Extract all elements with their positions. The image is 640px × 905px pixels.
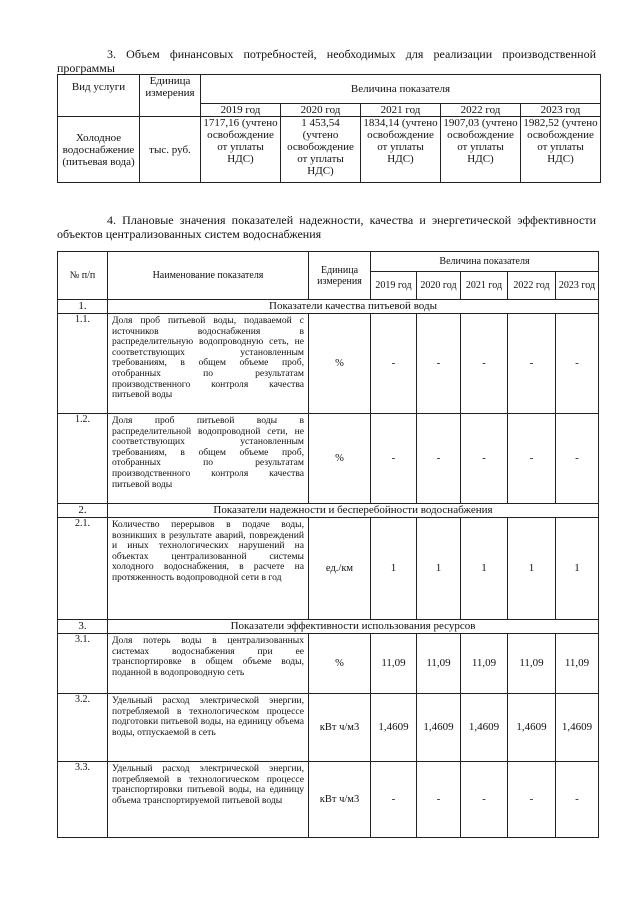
- group-num: 2.: [58, 504, 108, 518]
- row-num: 3.1.: [58, 634, 108, 694]
- table-row: [58, 762, 599, 838]
- row-value: 1: [417, 518, 461, 620]
- row-value: 11,09: [556, 634, 599, 694]
- col-value-header: Величина показателя: [371, 252, 599, 272]
- row-value: 11,09: [371, 634, 417, 694]
- row-unit: кВт ч/м3: [309, 762, 371, 838]
- row-value: -: [508, 762, 556, 838]
- value-cell: 1 453,54 (учтено освобождение от уплаты НДС): [281, 117, 361, 183]
- row-num: 1.1.: [58, 314, 108, 414]
- table-row: [58, 314, 599, 414]
- year-header: 2022 год: [508, 272, 556, 300]
- value-cell: 1834,14 (учтено освобождение от уплаты НДС): [361, 117, 441, 183]
- row-value: -: [371, 414, 417, 504]
- group-title: Показатели эффективности использования ресурсов: [108, 620, 599, 634]
- row-name: Доля проб питьевой воды, подаваемой с источников водоснабжения в распределительную водопроводную сеть, не соответствующих установленным требованиям, в общем объеме проб, отобранных по результатам производственного контроля качества питьевой воды: [108, 314, 309, 414]
- col-unit-header: Единица измерения: [140, 75, 201, 117]
- row-value: -: [508, 414, 556, 504]
- row-value: 11,09: [461, 634, 508, 694]
- section4-heading: 4. Плановые значения показателей надежности, качества и энергетической эффективности объектов централизованных систем водоснабжения: [57, 213, 596, 241]
- row-num: 3.2.: [58, 694, 108, 762]
- row-value: -: [556, 414, 599, 504]
- row-num: 2.1.: [58, 518, 108, 620]
- group-num: 1.: [58, 300, 108, 314]
- row-value: 1,4609: [508, 694, 556, 762]
- row-value: -: [417, 314, 461, 414]
- row-value: -: [417, 414, 461, 504]
- row-value: -: [556, 314, 599, 414]
- row-unit: %: [309, 314, 371, 414]
- col-service-header: Вид услуги: [58, 75, 140, 117]
- year-header: 2022 год: [441, 104, 521, 117]
- row-num: 1.2.: [58, 414, 108, 504]
- year-header: 2019 год: [371, 272, 417, 300]
- row-unit: %: [309, 414, 371, 504]
- row-value: -: [508, 314, 556, 414]
- table-row: [58, 694, 599, 762]
- col-value-header: Величина показателя: [201, 75, 601, 104]
- year-header: 2020 год: [417, 272, 461, 300]
- row-value: 1,4609: [461, 694, 508, 762]
- col-unit-header: Единица измерения: [309, 252, 371, 300]
- row-value: 1,4609: [417, 694, 461, 762]
- table-row: [58, 518, 599, 620]
- table-row: [58, 634, 599, 694]
- row-value: 1: [371, 518, 417, 620]
- group-title: Показатели надежности и бесперебойности водоснабжения: [108, 504, 599, 518]
- row-value: 1: [461, 518, 508, 620]
- table-row: [58, 414, 599, 504]
- row-value: -: [461, 414, 508, 504]
- indicators-table: [57, 251, 599, 838]
- row-name: Удельный расход электрической энергии, потребляемой в технологическом процессе подготовки питьевой воды, на единицу объема воды, отпускаемой в сеть: [108, 694, 309, 762]
- row-value: 1,4609: [556, 694, 599, 762]
- row-value: -: [461, 762, 508, 838]
- col-name-header: Наименование показателя: [108, 252, 309, 300]
- row-name: Доля проб питьевой воды в распределительной водопроводной сети, не соответствующих установленным требованиям, в общем объеме проб, отобранных по результатам производственного контроля качества питьевой воды: [108, 414, 309, 504]
- row-name: Удельный расход электрической энергии, потребляемой в технологическом процессе транспортировки питьевой воды, на единицу объема транспортируемой питьевой воды: [108, 762, 309, 838]
- row-value: 11,09: [417, 634, 461, 694]
- row-value: -: [461, 314, 508, 414]
- row-name: Количество перерывов в подаче воды, возникших в результате аварий, повреждений и иных технологических нарушений на объектах централизованной системы холодного водоснабжения, в расчете на протяженность водопроводной сети в год: [108, 518, 309, 620]
- row-value: 1: [508, 518, 556, 620]
- col-num-header: № п/п: [58, 252, 108, 300]
- row-unit: %: [309, 634, 371, 694]
- row-unit: кВт ч/м3: [309, 694, 371, 762]
- year-header: 2023 год: [556, 272, 599, 300]
- row-value: -: [556, 762, 599, 838]
- row-value: -: [371, 314, 417, 414]
- section3-heading: 3. Объем финансовых потребностей, необходимых для реализации производственной программы: [57, 47, 596, 75]
- unit-cell: тыс. руб.: [140, 117, 201, 183]
- row-value: -: [371, 762, 417, 838]
- row-value: 1,4609: [371, 694, 417, 762]
- row-value: 1: [556, 518, 599, 620]
- year-header: 2021 год: [461, 272, 508, 300]
- value-cell: 1717,16 (учтено освобождение от уплаты НДС): [201, 117, 281, 183]
- year-header: 2023 год: [521, 104, 601, 117]
- row-name: Доля потерь воды в централизованных системах водоснабжения при ее транспортировке в общем объеме воды, поданной в водопроводную сеть: [108, 634, 309, 694]
- row-value: -: [417, 762, 461, 838]
- year-header: 2020 год: [281, 104, 361, 117]
- value-cell: 1907,03 (учтено освобождение от уплаты НДС): [441, 117, 521, 183]
- value-cell: 1982,52 (учтено освобождение от уплаты НДС): [521, 117, 601, 183]
- group-title: Показатели качества питьевой воды: [108, 300, 599, 314]
- financial-needs-table: [57, 74, 601, 183]
- group-num: 3.: [58, 620, 108, 634]
- row-value: 11,09: [508, 634, 556, 694]
- row-unit: ед./км: [309, 518, 371, 620]
- year-header: 2019 год: [201, 104, 281, 117]
- year-header: 2021 год: [361, 104, 441, 117]
- row-num: 3.3.: [58, 762, 108, 838]
- service-cell: Холодное водоснабжение (питьевая вода): [58, 117, 140, 183]
